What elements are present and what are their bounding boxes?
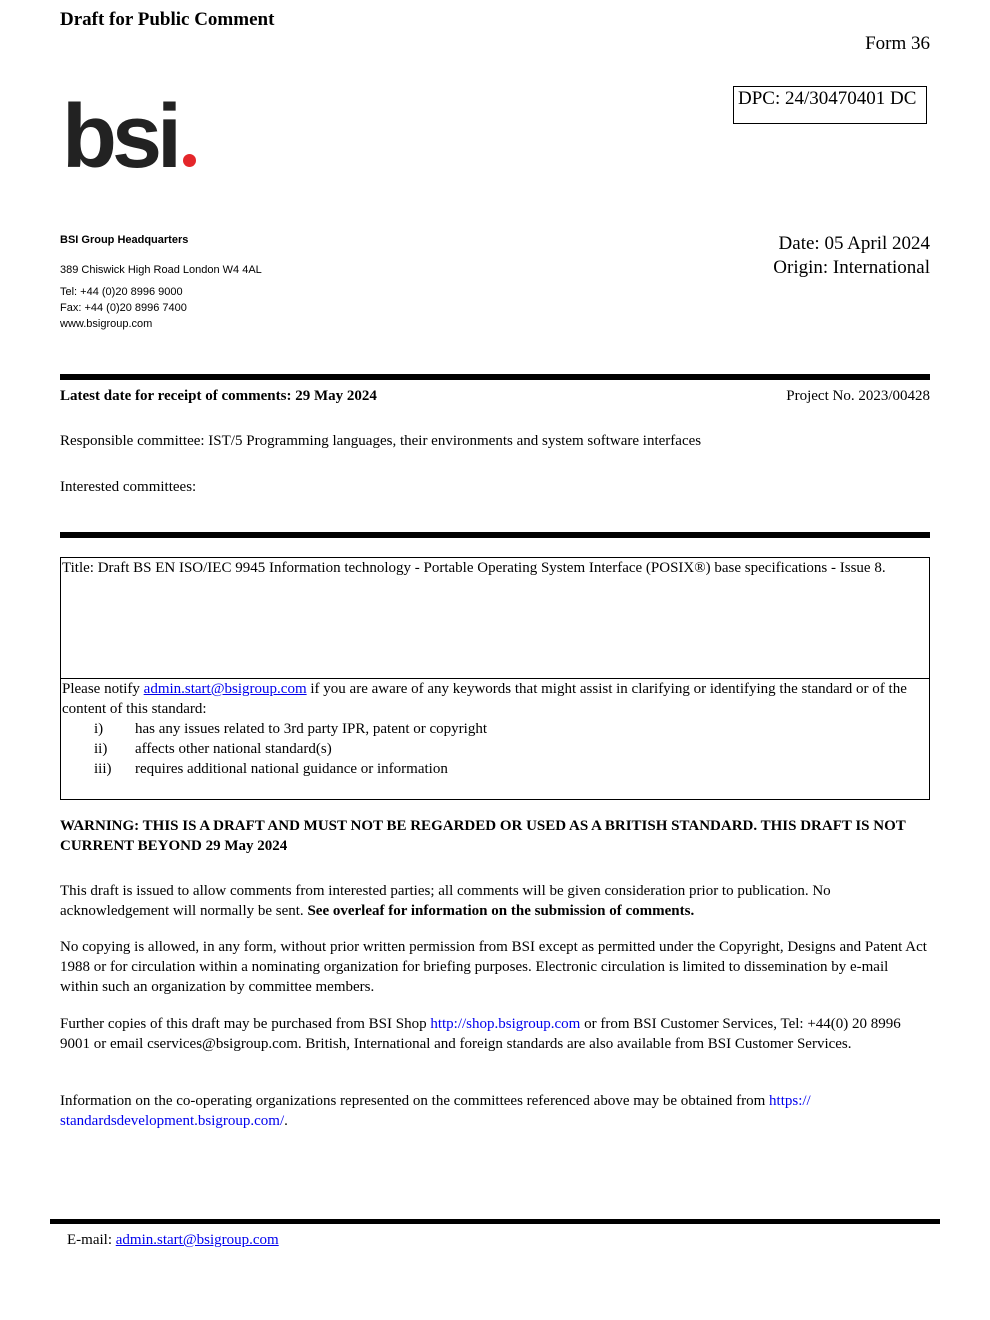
- footer-email: [67, 1232, 279, 1249]
- paragraph-bold-note: See overleaf for information on the submission of comments.: [307, 903, 695, 919]
- paragraph-cooperating-orgs: [60, 1091, 930, 1131]
- address-web: www.bsigroup.com: [60, 318, 153, 330]
- notify-text: [62, 679, 929, 719]
- standards-development-link[interactable]: https:// standardsdevelopment.bsigroup.com/: [60, 1093, 811, 1129]
- notify-list: [62, 719, 929, 779]
- interested-committees: Interested committees:: [60, 479, 197, 495]
- list-item-number: iii): [94, 761, 112, 777]
- project-number: Project No. 2023/00428: [786, 388, 930, 404]
- paragraph-text: Information on the co-operating organizations represented on the committees referenced above may be obtained from: [60, 1093, 770, 1109]
- list-item-number: i): [94, 721, 104, 737]
- document-date: Date: 05 April 2024: [778, 233, 930, 254]
- notify-prefix: Please notify: [62, 681, 144, 697]
- address-hq: BSI Group Headquarters: [60, 234, 189, 246]
- list-item-text: affects other national standard(s): [135, 741, 332, 757]
- paragraph-further-copies: [60, 1014, 930, 1054]
- paragraph-text: Further copies of this draft may be purchased from BSI Shop: [60, 1016, 431, 1032]
- paragraph-text: This draft is issued to allow comments from interested parties; all comments will be given consideration prior to publication. No acknowledgement will normally be sent.: [60, 883, 831, 919]
- paragraph-text: .: [284, 1113, 288, 1129]
- notify-box: [60, 678, 930, 800]
- list-item-text: requires additional national guidance or information: [135, 761, 448, 777]
- paragraph-text: or from BSI Customer Services, Tel: +44(0) 20 8996 9001 or email cservices@bsigroup.com. British, International and foreign standards are also available from BSI Customer Services.: [60, 1016, 901, 1052]
- latest-comment-date: Latest date for receipt of comments: 29 May 2024: [60, 388, 377, 404]
- list-item: [62, 739, 929, 759]
- footer-email-link[interactable]: admin.start@bsigroup.com: [115, 1232, 279, 1248]
- warning-notice: WARNING: THIS IS A DRAFT AND MUST NOT BE REGARDED OR USED AS A BRITISH STANDARD. THIS DRAFT IS NOT CURRENT BEYOND 29 May 2024: [60, 818, 906, 854]
- list-item-text: has any issues related to 3rd party IPR, patent or copyright: [135, 721, 488, 737]
- notify-suffix: if you are aware of any keywords that might assist in clarifying or identifying the standard or of the content of this standard:: [62, 681, 907, 717]
- list-item: [62, 719, 929, 739]
- draft-label: Draft for Public Comment: [60, 9, 275, 30]
- address-fax: Fax: +44 (0)20 8996 7400: [60, 302, 187, 314]
- notify-email-link[interactable]: admin.start@bsigroup.com: [143, 681, 307, 697]
- bsi-shop-link[interactable]: http://shop.bsigroup.com: [430, 1016, 581, 1032]
- footer-email-label: E-mail:: [67, 1232, 116, 1248]
- paragraph-draft-issued: [60, 881, 930, 921]
- title-box: [60, 557, 930, 679]
- bsi-logo: [62, 87, 196, 187]
- document-title: Title: Draft BS EN ISO/IEC 9945 Information technology - Portable Operating System Interface (POSIX®) base specifications - Issue 8.: [62, 560, 886, 576]
- divider-top: [60, 374, 930, 380]
- divider-middle: [60, 532, 930, 538]
- dpc-reference-box: DPC: 24/30470401 DC: [733, 86, 927, 124]
- paragraph-copying: No copying is allowed, in any form, without prior written permission from BSI except as permitted under the Copyright, Designs and Patent Act 1988 or for circulation within a nominating organization for briefing purposes. Electronic circulation is limited to dissemination by e-mail within such an organization by committee members.: [60, 939, 927, 995]
- address-street: 389 Chiswick High Road London W4 4AL: [60, 264, 262, 276]
- responsible-committee: Responsible committee: IST/5 Programming languages, their environments and system software interfaces: [60, 433, 702, 449]
- document-origin: Origin: International: [773, 257, 930, 278]
- divider-footer: [50, 1219, 940, 1224]
- address-tel: Tel: +44 (0)20 8996 9000: [60, 286, 183, 298]
- bsi-logo-dot-icon: [183, 154, 196, 167]
- list-item: [62, 759, 929, 779]
- list-item-number: ii): [94, 741, 108, 757]
- form-number: Form 36: [865, 33, 930, 54]
- bsi-logo-text: bsi: [62, 87, 178, 187]
